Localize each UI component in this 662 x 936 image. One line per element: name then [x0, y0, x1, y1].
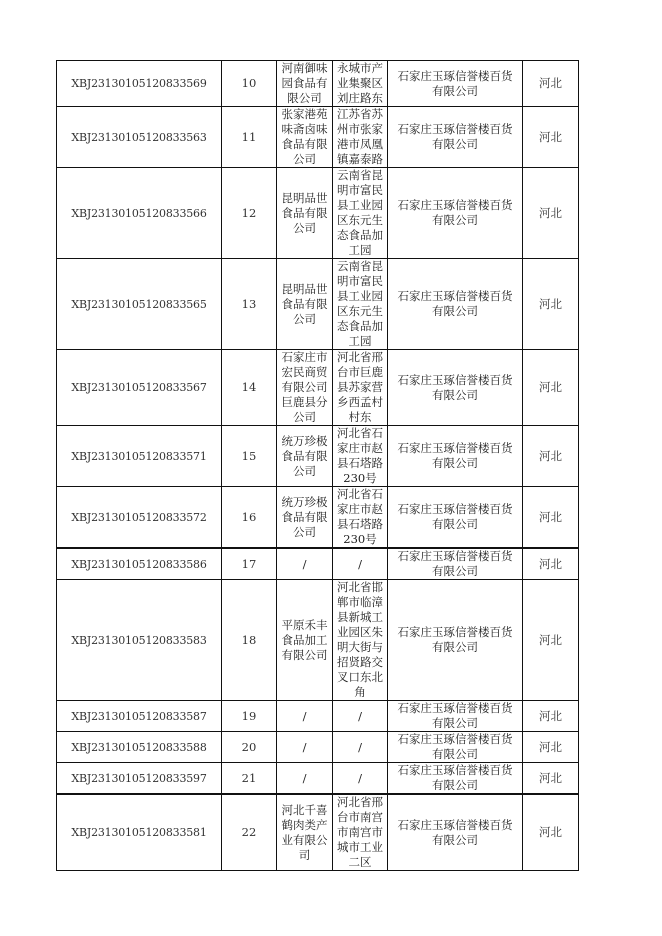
- producer-name-cell: 昆明品世食品有限公司: [277, 168, 333, 259]
- sequence-number-cell: 12: [222, 168, 277, 259]
- sample-id-cell: XBJ23130105120833571: [57, 426, 222, 487]
- producer-address-cell: 江苏省苏州市张家港市凤凰镇嘉泰路: [333, 107, 388, 168]
- province-cell: 河北: [523, 259, 579, 350]
- producer-address-cell: 河北省邯郸市临漳县新城工业园区朱明大街与招贤路交叉口东北角: [333, 580, 388, 701]
- seller-name-cell: 石家庄玉琢信誉楼百货有限公司: [388, 259, 523, 350]
- seller-name-cell: 石家庄玉琢信誉楼百货有限公司: [388, 107, 523, 168]
- sequence-number-cell: 17: [222, 548, 277, 580]
- seller-name-cell: 石家庄玉琢信誉楼百货有限公司: [388, 732, 523, 763]
- table-row: [57, 732, 579, 763]
- producer-address-cell: 云南省昆明市富民县工业园区东元生态食品加工园: [333, 259, 388, 350]
- producer-address-cell: 河北省邢台市巨鹿县苏家营乡西孟村村东: [333, 350, 388, 426]
- seller-name-cell: 石家庄玉琢信誉楼百货有限公司: [388, 580, 523, 701]
- province-cell: 河北: [523, 580, 579, 701]
- sequence-number-cell: 13: [222, 259, 277, 350]
- producer-name-cell: 河北千喜鹤肉类产业有限公司: [277, 794, 333, 871]
- sequence-number-cell: 10: [222, 61, 277, 107]
- producer-address-cell: /: [333, 732, 388, 763]
- inspection-results-table: [56, 60, 579, 871]
- sequence-number-cell: 15: [222, 426, 277, 487]
- table-row: [57, 701, 579, 732]
- seller-name-cell: 石家庄玉琢信誉楼百货有限公司: [388, 350, 523, 426]
- sample-id-cell: XBJ23130105120833587: [57, 701, 222, 732]
- producer-name-cell: 平原禾丰食品加工有限公司: [277, 580, 333, 701]
- sample-id-cell: XBJ23130105120833586: [57, 548, 222, 580]
- province-cell: 河北: [523, 763, 579, 795]
- sequence-number-cell: 19: [222, 701, 277, 732]
- producer-name-cell: 统万珍极食品有限公司: [277, 426, 333, 487]
- table-row: [57, 350, 579, 426]
- province-cell: 河北: [523, 168, 579, 259]
- sequence-number-cell: 21: [222, 763, 277, 795]
- sample-id-cell: XBJ23130105120833569: [57, 61, 222, 107]
- producer-name-cell: /: [277, 548, 333, 580]
- sequence-number-cell: 22: [222, 794, 277, 871]
- seller-name-cell: 石家庄玉琢信誉楼百货有限公司: [388, 426, 523, 487]
- sample-id-cell: XBJ23130105120833597: [57, 763, 222, 795]
- sample-id-cell: XBJ23130105120833565: [57, 259, 222, 350]
- province-cell: 河北: [523, 61, 579, 107]
- producer-name-cell: 石家庄市宏民商贸有限公司巨鹿县分公司: [277, 350, 333, 426]
- table-row: [57, 580, 579, 701]
- producer-name-cell: 昆明品世食品有限公司: [277, 259, 333, 350]
- table-row: [57, 794, 579, 871]
- producer-name-cell: 河南御味园食品有限公司: [277, 61, 333, 107]
- table-row: [57, 763, 579, 795]
- province-cell: 河北: [523, 548, 579, 580]
- producer-address-cell: /: [333, 548, 388, 580]
- producer-name-cell: /: [277, 701, 333, 732]
- seller-name-cell: 石家庄玉琢信誉楼百货有限公司: [388, 168, 523, 259]
- seller-name-cell: 石家庄玉琢信誉楼百货有限公司: [388, 61, 523, 107]
- producer-address-cell: 永城市产业集聚区刘庄路东: [333, 61, 388, 107]
- table-row: [57, 259, 579, 350]
- table-row: [57, 61, 579, 107]
- province-cell: 河北: [523, 701, 579, 732]
- seller-name-cell: 石家庄玉琢信誉楼百货有限公司: [388, 763, 523, 795]
- producer-address-cell: 河北省石家庄市赵县石塔路230号: [333, 426, 388, 487]
- producer-address-cell: 河北省邢台市南宫市南宫市城市工业二区: [333, 794, 388, 871]
- table-body: [57, 61, 579, 871]
- producer-name-cell: 统万珍极食品有限公司: [277, 487, 333, 549]
- sequence-number-cell: 16: [222, 487, 277, 549]
- seller-name-cell: 石家庄玉琢信誉楼百货有限公司: [388, 794, 523, 871]
- table-row: [57, 487, 579, 549]
- producer-address-cell: /: [333, 701, 388, 732]
- sample-id-cell: XBJ23130105120833566: [57, 168, 222, 259]
- table-row: [57, 548, 579, 580]
- table-row: [57, 426, 579, 487]
- seller-name-cell: 石家庄玉琢信誉楼百货有限公司: [388, 701, 523, 732]
- sample-id-cell: XBJ23130105120833588: [57, 732, 222, 763]
- province-cell: 河北: [523, 350, 579, 426]
- sequence-number-cell: 14: [222, 350, 277, 426]
- sequence-number-cell: 18: [222, 580, 277, 701]
- table-row: [57, 168, 579, 259]
- table-row: [57, 107, 579, 168]
- province-cell: 河北: [523, 426, 579, 487]
- producer-address-cell: 云南省昆明市富民县工业园区东元生态食品加工园: [333, 168, 388, 259]
- producer-address-cell: /: [333, 763, 388, 795]
- sample-id-cell: XBJ23130105120833567: [57, 350, 222, 426]
- sample-id-cell: XBJ23130105120833563: [57, 107, 222, 168]
- sample-id-cell: XBJ23130105120833583: [57, 580, 222, 701]
- province-cell: 河北: [523, 794, 579, 871]
- seller-name-cell: 石家庄玉琢信誉楼百货有限公司: [388, 548, 523, 580]
- producer-name-cell: /: [277, 763, 333, 795]
- producer-name-cell: /: [277, 732, 333, 763]
- sequence-number-cell: 11: [222, 107, 277, 168]
- province-cell: 河北: [523, 107, 579, 168]
- province-cell: 河北: [523, 732, 579, 763]
- province-cell: 河北: [523, 487, 579, 549]
- sample-id-cell: XBJ23130105120833572: [57, 487, 222, 549]
- producer-name-cell: 张家港苑味斋卤味食品有限公司: [277, 107, 333, 168]
- sequence-number-cell: 20: [222, 732, 277, 763]
- sample-id-cell: XBJ23130105120833581: [57, 794, 222, 871]
- seller-name-cell: 石家庄玉琢信誉楼百货有限公司: [388, 487, 523, 549]
- producer-address-cell: 河北省石家庄市赵县石塔路230号: [333, 487, 388, 549]
